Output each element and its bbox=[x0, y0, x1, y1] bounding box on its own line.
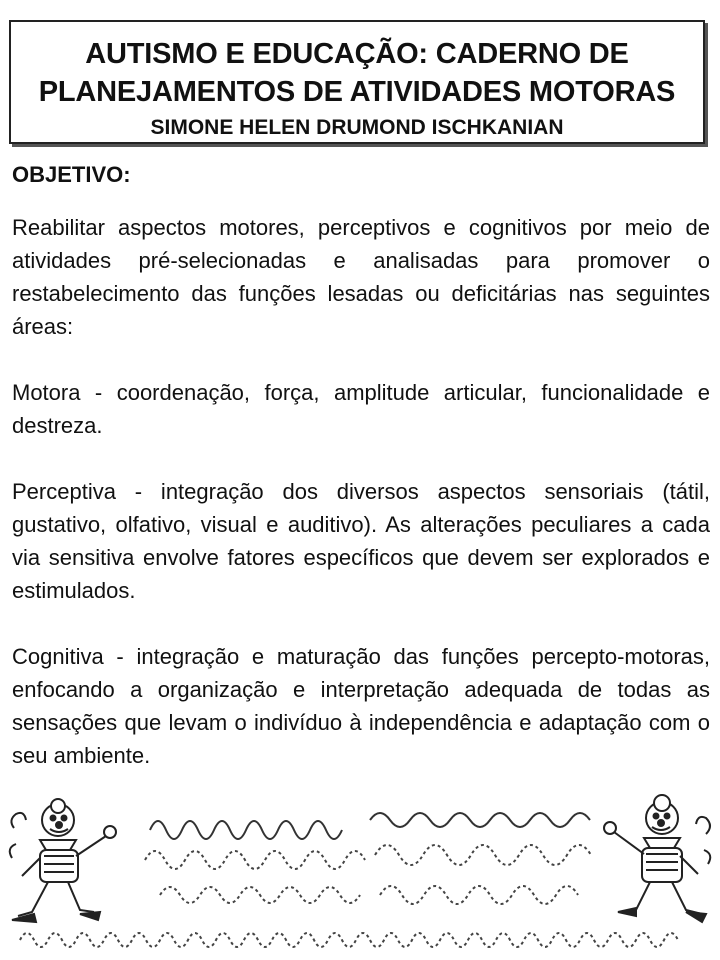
tracing-line-dashed-2 bbox=[375, 845, 591, 865]
loop-tracing-lines bbox=[20, 813, 678, 947]
tracing-line-dashed-1 bbox=[145, 851, 365, 869]
juggling-clown-icon bbox=[604, 795, 710, 922]
juggling-clown-icon bbox=[10, 799, 116, 922]
title-line-2: PLANEJAMENTOS DE ATIVIDADES MOTORAS bbox=[38, 76, 676, 108]
paragraph-cognitiva: Cognitiva - integração e maturação das funções percepto-motoras, enfocando a organização e interpretação adequada de todas as sensações que levam o indivíduo à independência e adaptação com o seu ambiente. bbox=[12, 644, 710, 768]
section-heading: OBJETIVO: bbox=[12, 162, 131, 187]
tracing-line-dashed-4 bbox=[380, 886, 578, 904]
tracing-line-solid-right bbox=[370, 813, 590, 827]
paragraph-intro: Reabilitar aspectos motores, perceptivos e cognitivos por meio de atividades pré-selecionadas e analisadas para promover o restabelecimento das funções lesadas ou deficitárias nas seguintes áreas: bbox=[12, 215, 710, 339]
tracing-decoration bbox=[0, 790, 720, 960]
tracing-line-dashed-5 bbox=[20, 933, 678, 947]
title-line-1: AUTISMO E EDUCAÇÃO: CADERNO DE bbox=[85, 38, 629, 70]
paragraph-perceptiva: Perceptiva - integração dos diversos aspectos sensoriais (tátil, gustativo, olfativo, visual e auditivo). As alterações peculiares a cada via sensitiva envolve fatores específicos que devem ser explorados e estimulados. bbox=[12, 479, 710, 603]
document-body bbox=[12, 158, 710, 805]
author-name: SIMONE HELEN DRUMOND ISCHKANIAN bbox=[150, 116, 564, 139]
tracing-line-solid-left bbox=[150, 821, 342, 839]
tracing-line-dashed-3 bbox=[160, 887, 360, 903]
title-box bbox=[9, 20, 705, 144]
paragraph-motora: Motora - coordenação, força, amplitude articular, funcionalidade e destreza. bbox=[12, 380, 710, 438]
